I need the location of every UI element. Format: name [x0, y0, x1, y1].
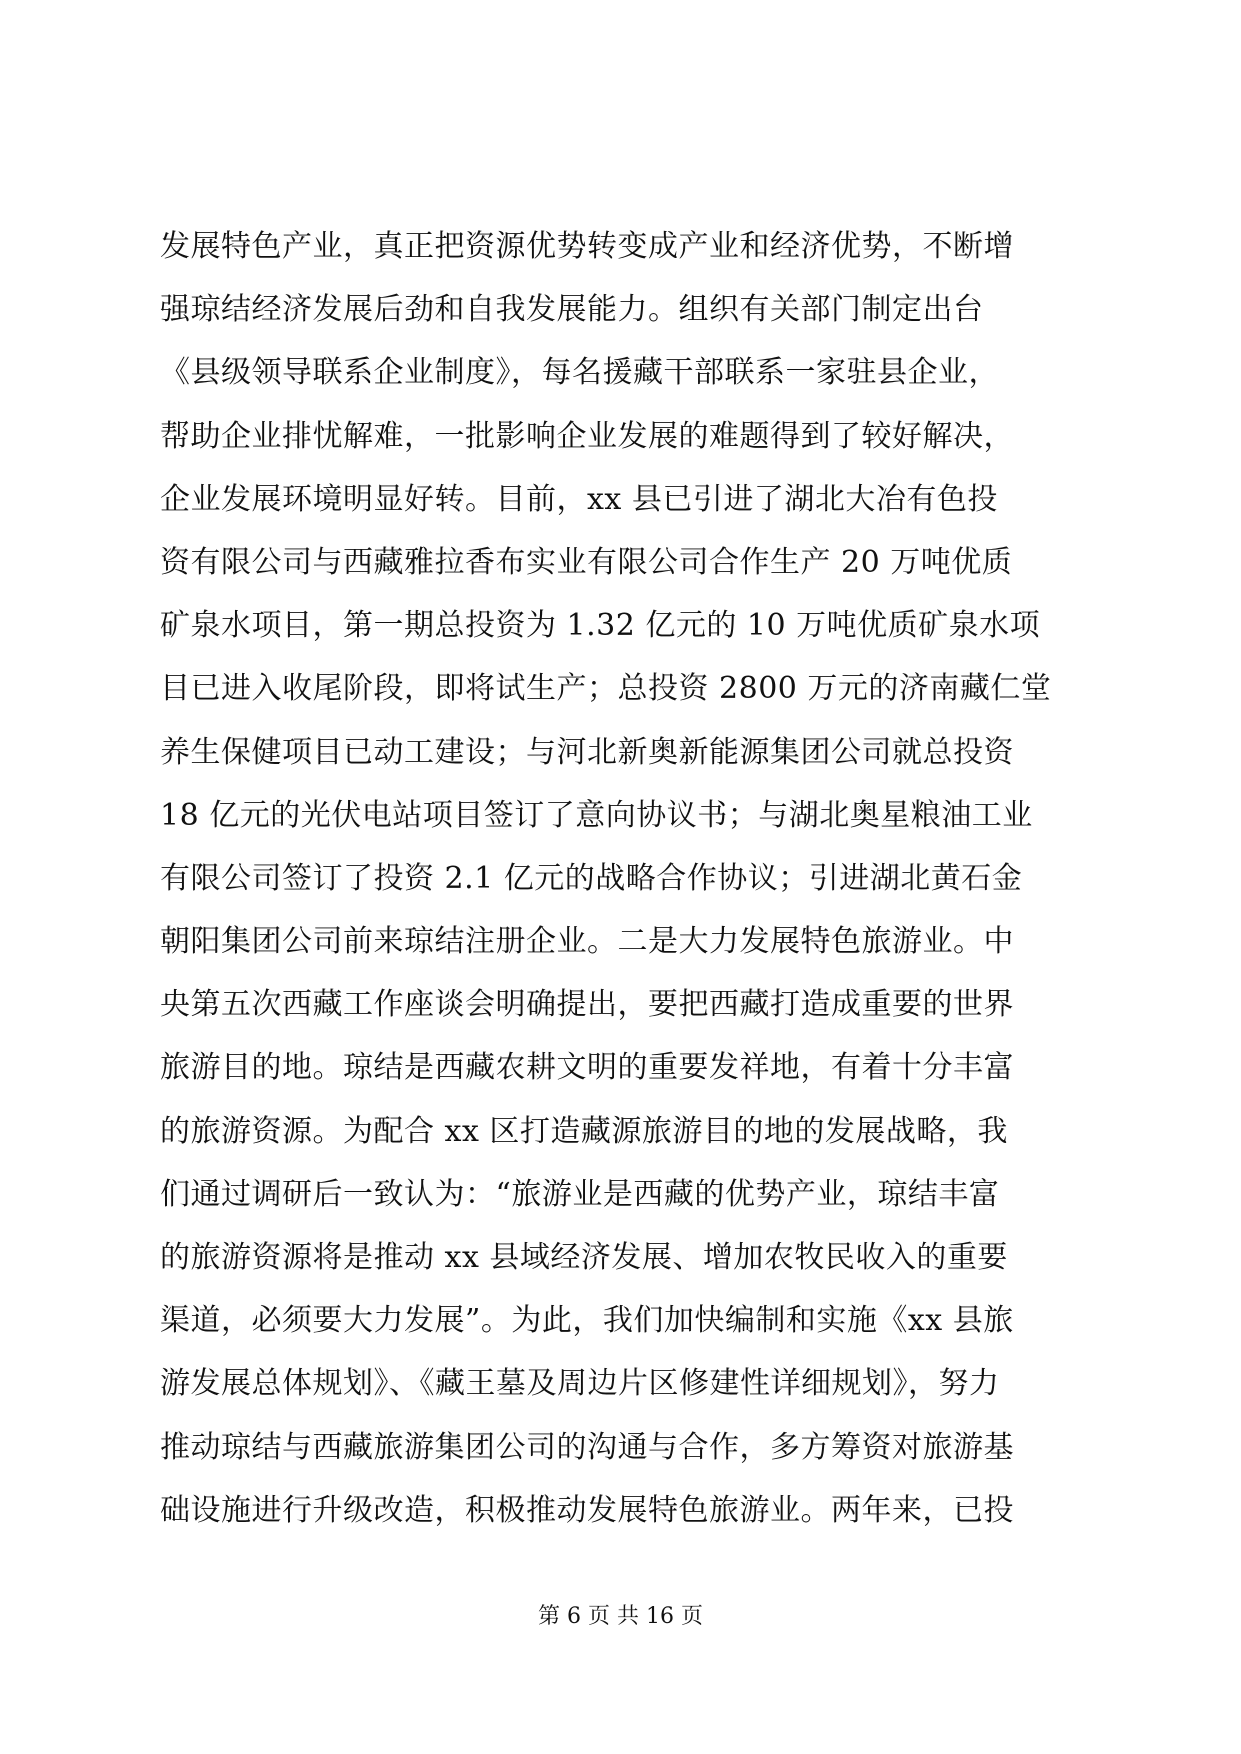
text-line: 旅游目的地。琼结是西藏农耕文明的重要发祥地，有着十分丰富	[160, 1050, 1014, 1086]
text-line: 发展特色产业，真正把资源优势转变成产业和经济优势，不断增	[160, 229, 1014, 264]
text-line: 们通过调研后一致认为：“旅游业是西藏的优势产业，琼结丰富	[160, 1176, 1000, 1212]
text-line: 《县级领导联系企业制度》，每名援藏干部联系一家驻县企业，	[160, 355, 999, 391]
text-line: 的旅游资源将是推动 xx 县域经济发展、增加农牧民收入的重要	[160, 1240, 1008, 1275]
text-line: 强琼结经济发展后劲和自我发展能力。组织有关部门制定出台	[160, 292, 984, 328]
text-line: 18 亿元的光伏电站项目签订了意向协议书；与湖北奥星粮油工业	[160, 797, 1033, 833]
body-text	[160, 225, 1090, 1552]
text-line: 渠道，必须要大力发展”。为此，我们加快编制和实施《xx 县旅	[160, 1303, 1014, 1339]
text-line: 推动琼结与西藏旅游集团公司的沟通与合作，多方筹资对旅游基	[160, 1429, 1014, 1465]
text-line: 有限公司签订了投资 2.1 亿元的战略合作协议；引进湖北黄石金	[160, 860, 1023, 896]
text-line: 企业发展环境明显好转。目前，xx 县已引进了湖北大冶有色投	[160, 481, 998, 517]
text-line: 矿泉水项目，第一期总投资为 1.32 亿元的 10 万吨优质矿泉水项	[160, 608, 1041, 644]
text-line: 游发展总体规划》、《藏王墓及周边片区修建性详细规划》，努力	[160, 1366, 1000, 1402]
text-line: 资有限公司与西藏雅拉香布实业有限公司合作生产 20 万吨优质	[160, 544, 1013, 580]
page-number-footer: 第 6 页 共 16 页	[538, 1604, 703, 1629]
text-line: 帮助企业排忧解难，一批影响企业发展的难题得到了较好解决，	[160, 418, 1014, 454]
text-line: 朝阳集团公司前来琼结注册企业。二是大力发展特色旅游业。中	[160, 924, 1014, 960]
text-line: 础设施进行升级改造，积极推动发展特色旅游业。两年来，已投	[160, 1492, 1014, 1528]
text-line: 目已进入收尾阶段，即将试生产；总投资 2800 万元的济南藏仁堂	[160, 671, 1052, 707]
text-line: 养生保健项目已动工建设；与河北新奥新能源集团公司就总投资	[160, 734, 1014, 770]
text-line: 的旅游资源。为配合 xx 区打造藏源旅游目的地的发展战略，我	[160, 1113, 1008, 1149]
text-line: 央第五次西藏工作座谈会明确提出，要把西藏打造成重要的世界	[160, 987, 1014, 1023]
